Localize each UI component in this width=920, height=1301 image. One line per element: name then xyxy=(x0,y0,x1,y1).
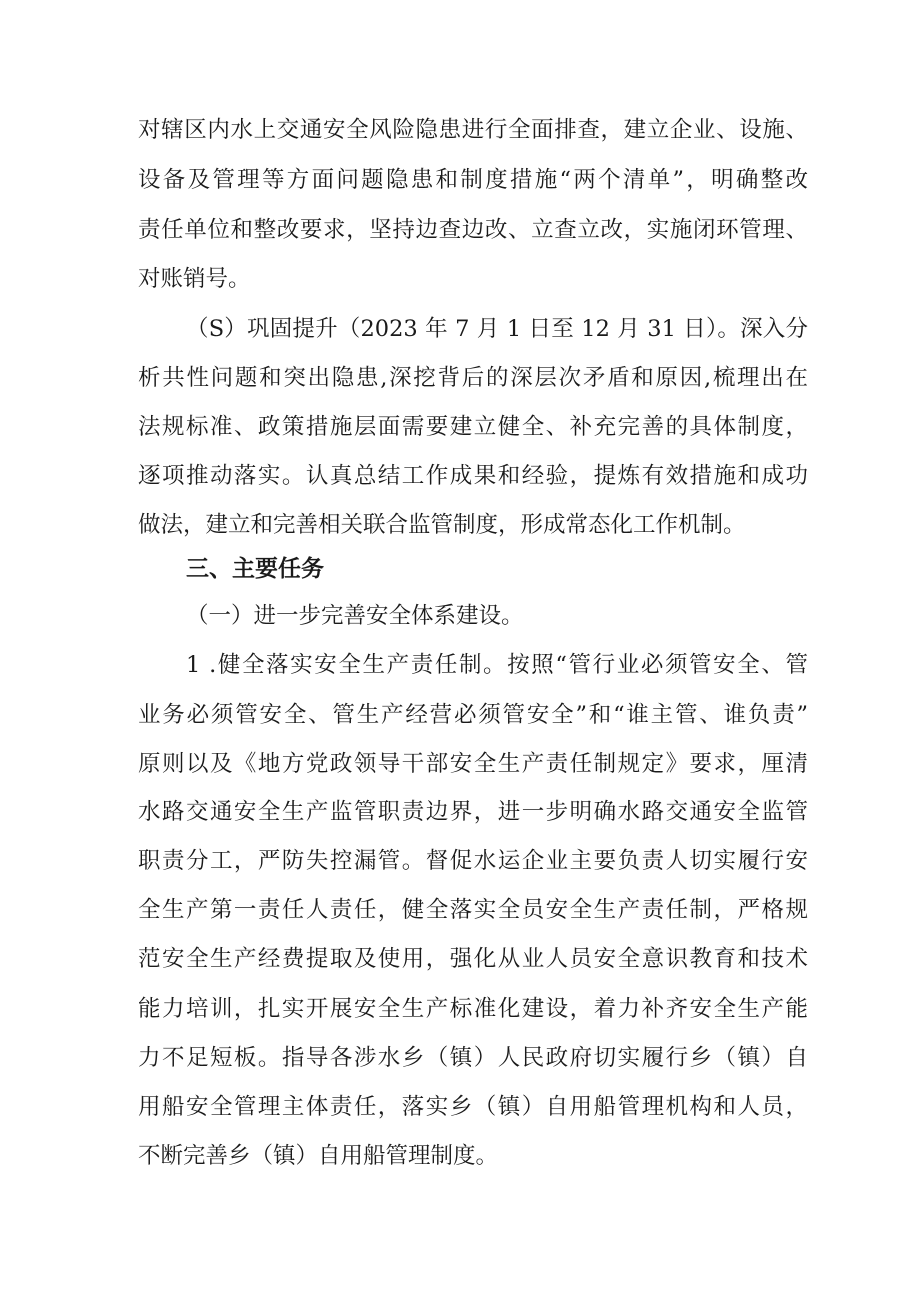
paragraph-3-line-3: 原则以及《地方党政领导干部安全生产责任制规定》要求，厘清 xyxy=(138,751,808,777)
paragraph-2-line-4: 逐项推动落实。认真总结工作成果和经验，提炼有效措施和成功 xyxy=(138,463,808,489)
subsection-heading: （一）进一步完善安全体系建设。 xyxy=(186,603,524,629)
paragraph-2-line-2: 析共性问题和突出隐患,深挖背后的深层次矛盾和原因,梳理出在 xyxy=(138,365,808,391)
paragraph-1-line-2: 设备及管理等方面问题隐患和制度措施“两个清单”，明确整改 xyxy=(138,167,808,193)
paragraph-3-line-5: 职责分工，严防失控漏管。督促水运企业主要负责人切实履行安 xyxy=(138,848,808,874)
paragraph-1-line-3: 责任单位和整改要求，坚持边查边改、立查立改，实施闭环管理、 xyxy=(138,217,808,243)
paragraph-3-line-7: 范安全生产经费提取及使用，强化从业人员安全意识教育和技术 xyxy=(138,946,808,972)
section-heading: 三、主要任务 xyxy=(186,556,324,582)
paragraph-1-line-4: 对账销号。 xyxy=(138,266,251,292)
paragraph-3-line-9: 力不足短板。指导各涉水乡（镇）人民政府切实履行乡（镇）自 xyxy=(138,1045,808,1071)
paragraph-3-line-8: 能力培训，扎实开展安全生产标准化建设，着力补齐安全生产能 xyxy=(138,996,808,1022)
paragraph-3-line-6: 全生产第一责任人责任，健全落实全员安全生产责任制，严格规 xyxy=(138,897,808,923)
paragraph-3-line-10: 用船安全管理主体责任，落实乡（镇）自用船管理机构和人员， xyxy=(138,1094,808,1120)
paragraph-3-line-11: 不断完善乡（镇）自用船管理制度。 xyxy=(138,1143,499,1169)
paragraph-2-line-5: 做法，建立和完善相关联合监管制度，形成常态化工作机制。 xyxy=(138,512,746,538)
paragraph-2-line-1: （S）巩固提升（2023 年 7 月 1 日至 12 月 31 日）。深入分 xyxy=(186,316,808,342)
paragraph-3-line-2: 业务必须管安全、管生产经营必须管安全”和“谁主管、谁负责” xyxy=(138,702,808,728)
paragraph-3-line-1: 1 .健全落实安全生产责任制。按照“管行业必须管安全、管 xyxy=(186,652,808,678)
paragraph-3-line-4: 水路交通安全生产监管职责边界，进一步明确水路交通安全监管 xyxy=(138,799,808,825)
paragraph-2-line-3: 法规标准、政策措施层面需要建立健全、补充完善的具体制度， xyxy=(138,414,808,440)
paragraph-1-line-1: 对辖区内水上交通安全风险隐患进行全面排查，建立企业、设施、 xyxy=(138,117,808,143)
